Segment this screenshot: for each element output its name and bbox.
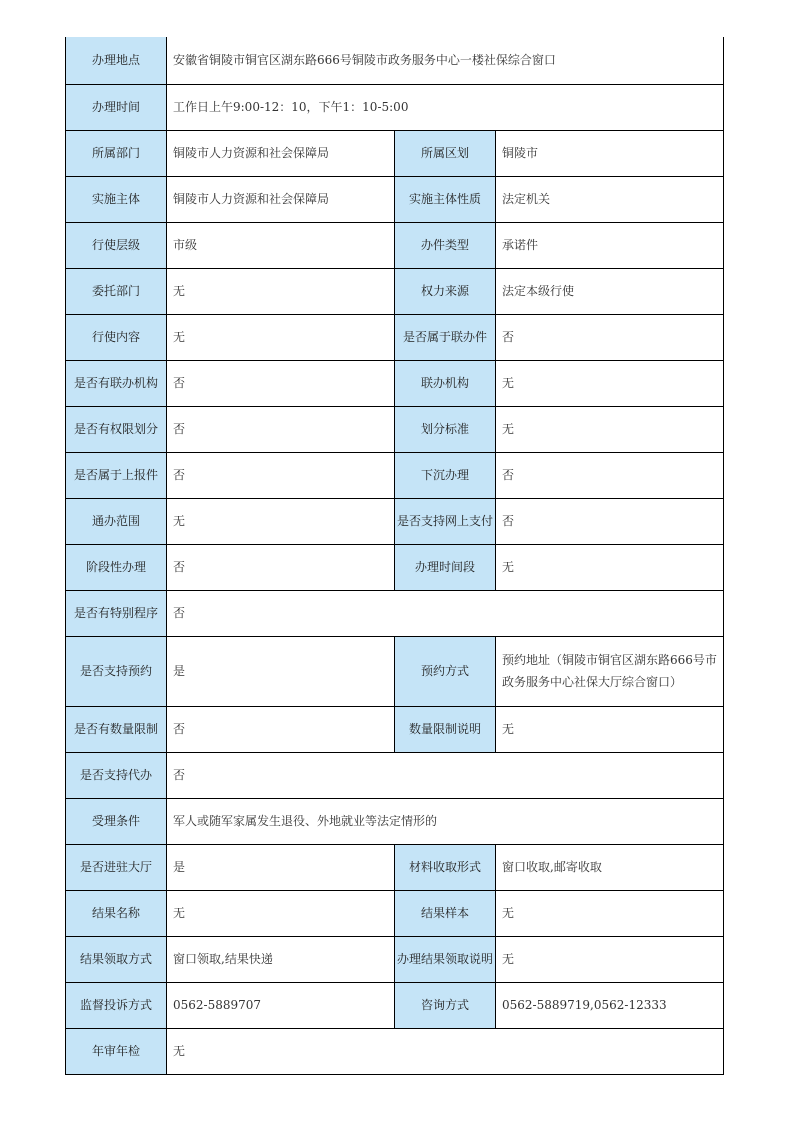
value-quantity-limit: 否 — [167, 706, 395, 752]
row-department — [66, 130, 724, 176]
label-level: 行使层级 — [66, 222, 167, 268]
value-complaint: 0562-5889707 — [167, 982, 395, 1028]
row-phase — [66, 544, 724, 590]
value-region: 铜陵市 — [496, 130, 724, 176]
label-scope: 通办范围 — [66, 498, 167, 544]
label-proxy: 是否支持代办 — [66, 752, 167, 798]
row-content — [66, 314, 724, 360]
label-appointment: 是否支持预约 — [66, 636, 167, 706]
row-hours — [66, 84, 724, 130]
value-in-hall: 是 — [167, 844, 395, 890]
value-implementer-nature: 法定机关 — [496, 176, 724, 222]
row-division — [66, 406, 724, 452]
label-result-pickup-note: 办理结果领取说明 — [395, 936, 496, 982]
value-material-collection: 窗口收取,邮寄收取 — [496, 844, 724, 890]
value-result-pickup: 窗口领取,结果快递 — [167, 936, 395, 982]
label-division-standard: 划分标准 — [395, 406, 496, 452]
label-location: 办理地点 — [66, 37, 167, 84]
label-implementer-nature: 实施主体性质 — [395, 176, 496, 222]
value-case-type: 承诺件 — [496, 222, 724, 268]
value-conditions: 军人或随军家属发生退役、外地就业等法定情形的 — [167, 798, 724, 844]
label-conditions: 受理条件 — [66, 798, 167, 844]
label-sink-handling: 下沉办理 — [395, 452, 496, 498]
service-info-table — [65, 37, 724, 1075]
label-entrusted: 委托部门 — [66, 268, 167, 314]
row-appointment — [66, 636, 724, 706]
value-content: 无 — [167, 314, 395, 360]
label-appointment-method: 预约方式 — [395, 636, 496, 706]
value-report-case: 否 — [167, 452, 395, 498]
row-result-pickup — [66, 936, 724, 982]
value-appointment-method: 预约地址（铜陵市铜官区湖东路666号市政务服务中心社保大厅综合窗口） — [496, 636, 724, 706]
value-consultation: 0562-5889719,0562-12333 — [496, 982, 724, 1028]
row-hall — [66, 844, 724, 890]
label-report-case: 是否属于上报件 — [66, 452, 167, 498]
label-case-type: 办件类型 — [395, 222, 496, 268]
label-time-slot: 办理时间段 — [395, 544, 496, 590]
value-implementer: 铜陵市人力资源和社会保障局 — [167, 176, 395, 222]
label-department: 所属部门 — [66, 130, 167, 176]
value-annual-review: 无 — [167, 1028, 724, 1074]
value-joint-case: 否 — [496, 314, 724, 360]
value-hours: 工作日上午9:00-12：10，下午1：10-5:00 — [167, 84, 724, 130]
row-contact — [66, 982, 724, 1028]
label-phase: 阶段性办理 — [66, 544, 167, 590]
value-online-payment: 否 — [496, 498, 724, 544]
row-proxy — [66, 752, 724, 798]
value-quantity-note: 无 — [496, 706, 724, 752]
row-joint-agency — [66, 360, 724, 406]
label-result-sample: 结果样本 — [395, 890, 496, 936]
value-authority-source: 法定本级行使 — [496, 268, 724, 314]
label-joint-agency: 联办机构 — [395, 360, 496, 406]
label-result-name: 结果名称 — [66, 890, 167, 936]
value-division-standard: 无 — [496, 406, 724, 452]
value-special-procedure: 否 — [167, 590, 724, 636]
label-quantity-note: 数量限制说明 — [395, 706, 496, 752]
row-level — [66, 222, 724, 268]
value-joint-agency: 无 — [496, 360, 724, 406]
row-conditions — [66, 798, 724, 844]
label-joint-case: 是否属于联办件 — [395, 314, 496, 360]
row-result — [66, 890, 724, 936]
label-result-pickup: 结果领取方式 — [66, 936, 167, 982]
value-result-pickup-note: 无 — [496, 936, 724, 982]
row-implementer — [66, 176, 724, 222]
label-quantity-limit: 是否有数量限制 — [66, 706, 167, 752]
value-phase: 否 — [167, 544, 395, 590]
row-report — [66, 452, 724, 498]
value-proxy: 否 — [167, 752, 724, 798]
value-result-name: 无 — [167, 890, 395, 936]
value-location: 安徽省铜陵市铜官区湖东路666号铜陵市政务服务中心一楼社保综合窗口 — [167, 37, 724, 84]
label-authority-source: 权力来源 — [395, 268, 496, 314]
label-consultation: 咨询方式 — [395, 982, 496, 1028]
label-has-joint-agency: 是否有联办机构 — [66, 360, 167, 406]
label-has-division: 是否有权限划分 — [66, 406, 167, 452]
row-scope — [66, 498, 724, 544]
value-scope: 无 — [167, 498, 395, 544]
value-has-joint-agency: 否 — [167, 360, 395, 406]
value-time-slot: 无 — [496, 544, 724, 590]
value-appointment: 是 — [167, 636, 395, 706]
label-hours: 办理时间 — [66, 84, 167, 130]
value-level: 市级 — [167, 222, 395, 268]
row-special-procedure — [66, 590, 724, 636]
value-department: 铜陵市人力资源和社会保障局 — [167, 130, 395, 176]
label-annual-review: 年审年检 — [66, 1028, 167, 1074]
label-special-procedure: 是否有特别程序 — [66, 590, 167, 636]
value-entrusted: 无 — [167, 268, 395, 314]
value-sink-handling: 否 — [496, 452, 724, 498]
label-implementer: 实施主体 — [66, 176, 167, 222]
label-complaint: 监督投诉方式 — [66, 982, 167, 1028]
label-online-payment: 是否支持网上支付 — [395, 498, 496, 544]
label-in-hall: 是否进驻大厅 — [66, 844, 167, 890]
row-location — [66, 37, 724, 84]
label-material-collection: 材料收取形式 — [395, 844, 496, 890]
value-has-division: 否 — [167, 406, 395, 452]
label-region: 所属区划 — [395, 130, 496, 176]
row-entrusted — [66, 268, 724, 314]
value-result-sample: 无 — [496, 890, 724, 936]
label-content: 行使内容 — [66, 314, 167, 360]
row-quantity — [66, 706, 724, 752]
row-annual-review — [66, 1028, 724, 1074]
